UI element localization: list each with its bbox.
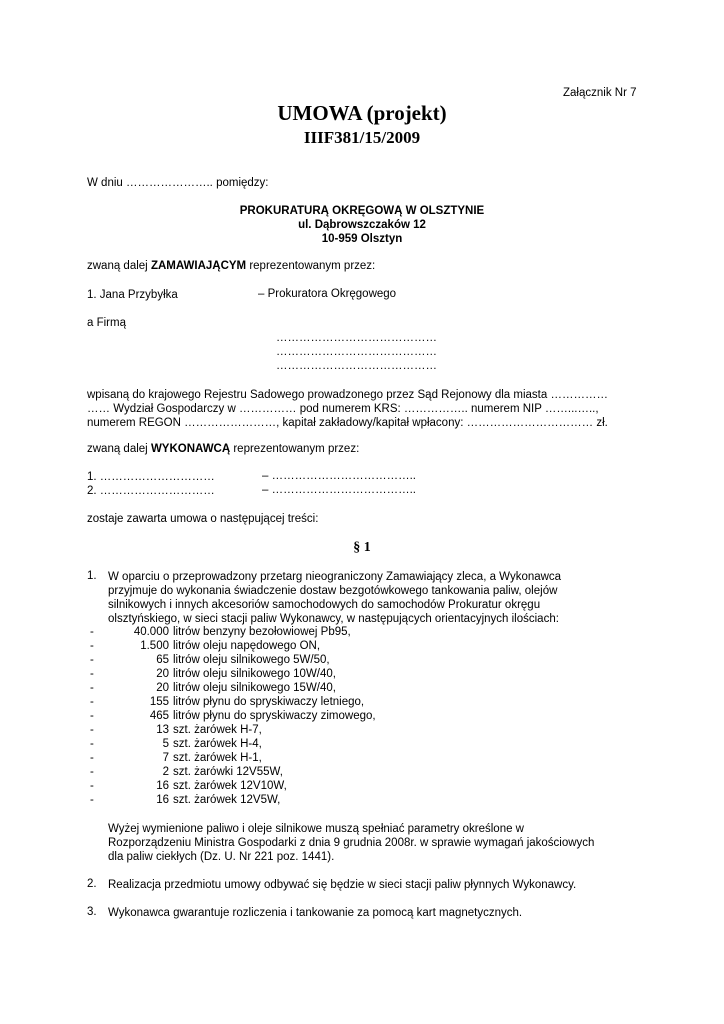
list-item-dash: -	[90, 724, 94, 736]
firm-dots-line: ……………………………………	[276, 360, 437, 372]
list-item-quantity: 1.500	[140, 640, 169, 652]
contractor-bold: WYKONAWCĄ	[150, 443, 231, 455]
item1-line: silnikowych i innych akcesoriów samochodowych do samochodów Prokuratur okręgu	[108, 599, 541, 611]
date-line: W dniu ………………….. pomiędzy:	[87, 177, 269, 189]
content-line: zostaje zawarta umowa o następującej treści:	[87, 513, 319, 525]
list-item-quantity: 40.000	[133, 626, 169, 638]
list-item-dash: -	[90, 626, 94, 638]
list-item-description: szt. żarówek H-1,	[173, 752, 262, 764]
list-item-quantity: 16	[156, 780, 169, 792]
list-item-dash: -	[90, 752, 94, 764]
list-item-quantity: 13	[156, 724, 169, 736]
contractor-suffix: reprezentowanym przez:	[230, 443, 360, 455]
rep1-role: – Prokuratora Okręgowego	[258, 288, 397, 300]
party1-name: PROKURATURĄ OKRĘGOWĄ W OLSZTYNIE	[239, 205, 485, 217]
list-item-description: szt. żarówek H-4,	[173, 738, 262, 750]
party1-city: 10-959 Olsztyn	[321, 233, 403, 245]
item1-line: przyjmuje do wykonania świadczenie dostaw bezgotówkowego tankowania paliw, olejów	[108, 585, 558, 597]
list-item-dash: -	[90, 654, 94, 666]
contractor-rep-right: – ………………………………..	[262, 470, 416, 482]
list-item-quantity: 155	[149, 696, 169, 708]
list-item-description: szt. żarówek 12V5W,	[173, 794, 281, 806]
list-item-description: litrów płynu do spryskiwaczy letniego,	[173, 696, 365, 708]
item1-line: W oparciu o przeprowadzony przetarg nieograniczony Zamawiający zleca, a Wykonawca	[108, 571, 562, 583]
firm-label: a Firmą	[87, 317, 126, 329]
firm-dots-line: ……………………………………	[276, 346, 437, 358]
list-item-dash: -	[90, 780, 94, 792]
contractor-rep-left: 1. …………………………	[87, 471, 215, 483]
firm-dots-line: ……………………………………	[276, 332, 437, 344]
list-item-description: litrów płynu do spryskiwaczy zimowego,	[173, 710, 376, 722]
list-item-quantity: 5	[162, 738, 169, 750]
list-item-quantity: 20	[156, 682, 169, 694]
list-item-quantity: 16	[156, 794, 169, 806]
party1-street: ul. Dąbrowszczaków 12	[298, 219, 426, 231]
note-line: Wyżej wymienione paliwo i oleje silnikowe muszą spełniać parametry określone w	[108, 823, 524, 835]
section-heading: § 1	[353, 540, 371, 555]
list-item-dash: -	[90, 710, 94, 722]
note-line: Rozporządzeniu Ministra Gospodarki z dnia 9 grudnia 2008r. w sprawie wymagań jakościowych	[108, 837, 595, 849]
list-item-dash: -	[90, 640, 94, 652]
zamawiajacy-line	[87, 259, 375, 273]
list-item-dash: -	[90, 696, 94, 708]
list-item-description: szt. żarówek 12V10W,	[173, 780, 287, 792]
zwana-suffix: reprezentowanym przez:	[246, 260, 376, 272]
list-item-quantity: 65	[156, 654, 169, 666]
item2-number: 2.	[87, 878, 97, 890]
list-item-description: litrów oleju silnikowego 15W/40,	[173, 682, 336, 694]
list-item-dash: -	[90, 794, 94, 806]
list-item-quantity: 465	[149, 710, 169, 722]
wykonawca-line	[87, 442, 359, 456]
contractor-rep-left: 2. …………………………	[87, 485, 215, 497]
list-item-description: litrów oleju napędowego ON,	[173, 640, 321, 652]
registry-line: wpisaną do krajowego Rejestru Sadowego prowadzonego przez Sąd Rejonowy dla miasta ……………	[87, 389, 608, 401]
attachment-label: Załącznik Nr 7	[563, 87, 637, 99]
registry-line: numerem REGON ……………………, kapitał zakładowy/kapitał wpłacony: …………………………… zł.	[87, 417, 608, 429]
document-number: IIIF381/15/2009	[303, 128, 421, 147]
list-item-description: litrów oleju silnikowego 5W/50,	[173, 654, 330, 666]
list-item-dash: -	[90, 766, 94, 778]
zwana-prefix: zwaną dalej	[87, 260, 151, 272]
document-title: UMOWA (projekt)	[277, 101, 447, 125]
note-line: dla paliw ciekłych (Dz. U. Nr 221 poz. 1441).	[108, 851, 335, 863]
list-item-quantity: 7	[162, 752, 169, 764]
item3-text: Wykonawca gwarantuje rozliczenia i tankowanie za pomocą kart magnetycznych.	[108, 907, 523, 919]
list-item-dash: -	[90, 738, 94, 750]
item3-number: 3.	[87, 906, 97, 918]
list-item-quantity: 2	[162, 766, 169, 778]
item1-number: 1.	[87, 570, 97, 582]
contractor-prefix: zwaną dalej	[87, 443, 151, 455]
registry-line: …… Wydział Gospodarczy w …………… pod numerem KRS: …………….. numerem NIP ……...…..,	[87, 403, 599, 415]
contractor-rep-right: – ………………………………..	[262, 484, 416, 496]
item1-line: olsztyńskiego, w sieci stacji paliw Wykonawcy, w następujących orientacyjnych ilościach:	[108, 613, 559, 625]
list-item-description: litrów benzyny bezołowiowej Pb95,	[173, 626, 351, 638]
item2-text: Realizacja przedmiotu umowy odbywać się będzie w sieci stacji paliw płynnych Wykonawcy.	[108, 879, 577, 891]
list-item-quantity: 20	[156, 668, 169, 680]
list-item-dash: -	[90, 668, 94, 680]
list-item-dash: -	[90, 682, 94, 694]
rep1-name: 1. Jana Przybyłka	[87, 289, 178, 301]
list-item-description: szt. żarówek H-7,	[173, 724, 262, 736]
zwana-bold: ZAMAWIAJĄCYM	[150, 260, 247, 272]
list-item-description: litrów oleju silnikowego 10W/40,	[173, 668, 336, 680]
list-item-description: szt. żarówki 12V55W,	[173, 766, 283, 778]
